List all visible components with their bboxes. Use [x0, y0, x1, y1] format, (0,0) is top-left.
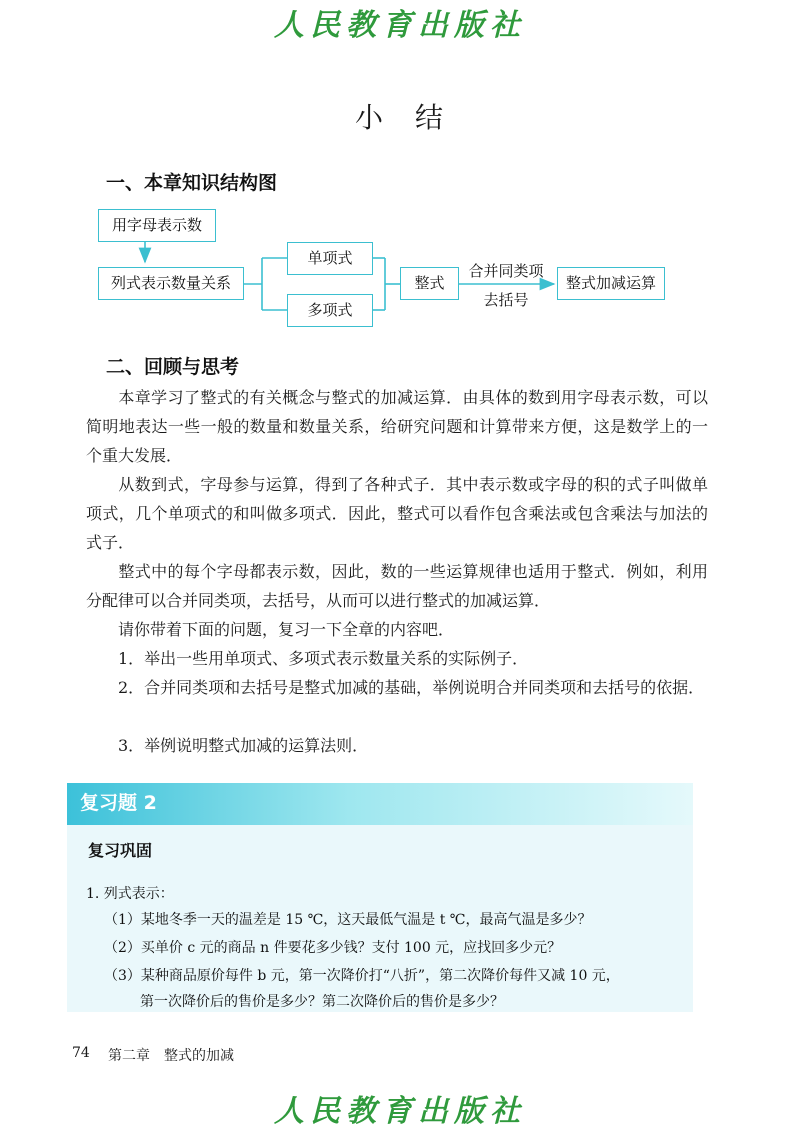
box-monomial: 单项式 [287, 242, 373, 275]
publisher-logo-bottom: 人民教育出版社 [274, 1094, 526, 1129]
box-polynomial: 多项式 [287, 294, 373, 327]
arrow-label-remove-brackets: 去括号 [483, 291, 529, 309]
box-letters-represent-numbers: 用字母表示数 [98, 209, 216, 242]
paragraph-1-text: 本章学习了整式的有关概念与整式的加减运算．由具体的数到用字母表示数，可以简明地表达一些一般的数量和数量关系，给研究问题和计算带来方便，这是数学上的一个重大发展． [86, 388, 708, 465]
paragraph-3 [86, 557, 708, 615]
paragraph-4 [86, 615, 708, 644]
paragraph-1 [86, 383, 708, 470]
page-number: 74 [72, 1045, 90, 1061]
page-title: 小 结 [354, 101, 445, 134]
exercise-1-part-1: （1）某地冬季一天的温差是 15 ℃，这天最低气温是 t ℃，最高气温是多少？ [104, 912, 592, 928]
question-2-text: 2．合并同类项和去括号是整式加减的基础，举例说明合并同类项和去括号的依据． [118, 678, 705, 697]
exercise-1-part-3-line-2: 第一次降价后的售价是多少？第二次降价后的售价是多少？ [140, 994, 504, 1010]
box-expression-quantity-relation: 列式表示数量关系 [98, 267, 244, 300]
footer-chapter-title: 第二章 整式的加减 [108, 1048, 234, 1064]
exercise-1-part-2: （2）买单价 c 元的商品 n 件要花多少钱？支付 100 元，应找回多少元？ [104, 940, 562, 956]
paragraph-3-text: 整式中的每个字母都表示数，因此，数的一些运算规律也适用于整式．例如，利用分配律可以合并同类项，去括号，从而可以进行整式的加减运算． [86, 562, 708, 610]
question-3 [86, 731, 708, 760]
question-2 [86, 673, 708, 702]
review-consolidate-heading: 复习巩固 [88, 841, 153, 860]
exercise-1-label: 1. 列式表示： [86, 886, 174, 902]
paragraph-2 [86, 470, 708, 557]
review-exercises-title: 复习题 2 [80, 792, 157, 814]
question-1-text: 1．举出一些用单项式、多项式表示数量关系的实际例子． [118, 649, 529, 668]
box-integral-add-subtract: 整式加减运算 [557, 267, 665, 300]
paragraph-4-text: 请你带着下面的问题，复习一下全章的内容吧． [118, 620, 455, 639]
publisher-logo-top: 人民教育出版社 [274, 8, 526, 43]
question-1 [86, 644, 708, 673]
paragraph-2-text: 从数到式，字母参与运算，得到了各种式子．其中表示数或字母的积的式子叫做单项式，几个单项式的和叫做多项式．因此，整式可以看作包含乘法或包含乘法与加法的式子． [86, 475, 708, 552]
question-3-text: 3．举例说明整式加减的运算法则． [118, 736, 369, 755]
section-heading-structure: 一、本章知识结构图 [106, 172, 278, 194]
review-exercises-header-bar [67, 783, 693, 825]
exercise-1-part-3-line-1: （3）某种商品原价每件 b 元，第一次降价打“八折”，第二次降价每件又减 10 元， [104, 968, 620, 984]
arrow-label-combine-like-terms: 合并同类项 [468, 262, 544, 280]
box-integral-expression: 整式 [400, 267, 459, 300]
section-heading-review-reflection: 二、回顾与思考 [106, 356, 240, 378]
